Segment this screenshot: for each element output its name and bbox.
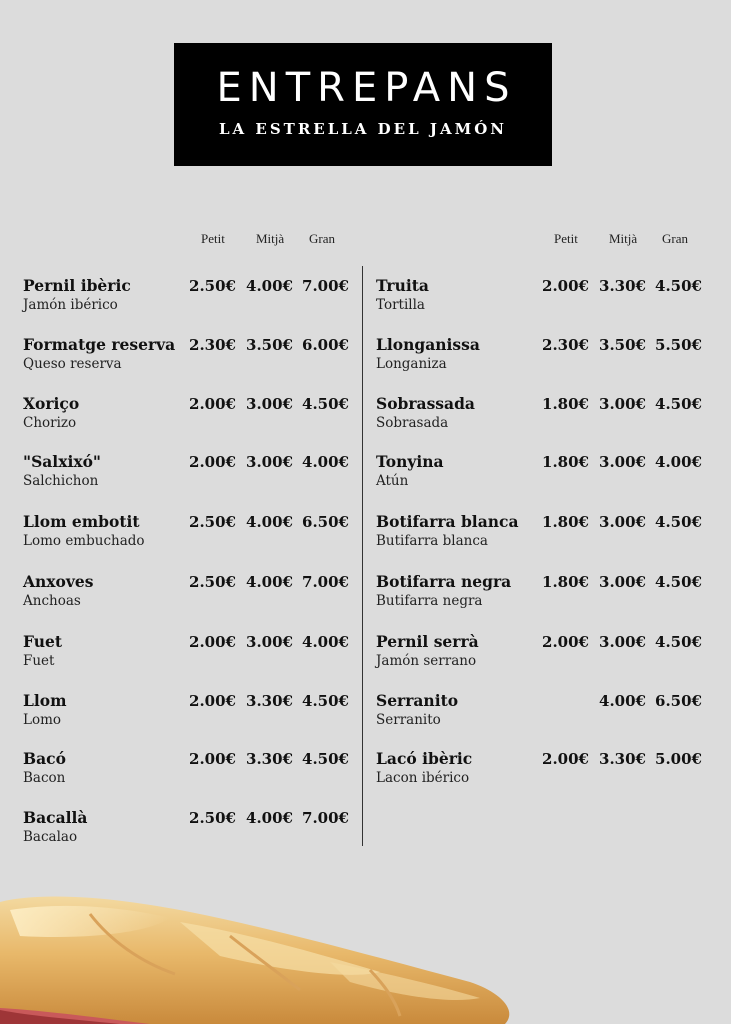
menu-item <box>376 572 706 616</box>
price-mitja: 3.00€ <box>599 513 646 531</box>
menu-item-translation: Serranito <box>376 712 441 728</box>
menu-item-translation: Sobrasada <box>376 415 449 431</box>
menu-item-name: Botifarra negra <box>376 572 512 591</box>
price-mitja: 3.30€ <box>599 750 646 768</box>
menu-item-name: Bacó <box>23 749 66 768</box>
menu-item-translation: Anchoas <box>23 593 81 609</box>
price-gran: 4.50€ <box>655 573 702 591</box>
size-header-petit-left: Petit <box>201 231 225 246</box>
price-gran: 4.50€ <box>655 633 702 651</box>
menu-item-name: Bacallà <box>23 808 88 827</box>
price-gran: 4.00€ <box>302 453 349 471</box>
menu-item <box>23 632 353 676</box>
menu-item-name: Sobrassada <box>376 394 475 413</box>
menu-item <box>376 512 706 556</box>
price-petit: 2.00€ <box>189 453 236 471</box>
price-petit: 2.50€ <box>189 513 236 531</box>
price-petit: 1.80€ <box>542 573 589 591</box>
menu-item-translation: Lomo <box>23 712 62 728</box>
price-gran: 6.50€ <box>302 513 349 531</box>
menu-item-translation: Chorizo <box>23 415 77 431</box>
price-petit: 2.00€ <box>189 692 236 710</box>
menu-item-translation: Lomo embuchado <box>23 533 145 549</box>
menu-item-name: Anxoves <box>23 572 94 591</box>
menu-item <box>376 394 706 438</box>
menu-item-name: Lacó ibèric <box>376 749 473 768</box>
price-gran: 4.50€ <box>655 513 702 531</box>
size-header-gran-left: Gran <box>309 231 335 246</box>
price-petit: 2.30€ <box>542 336 589 354</box>
price-mitja: 3.50€ <box>599 336 646 354</box>
menu-item-translation: Bacalao <box>23 829 78 845</box>
header-banner <box>174 43 552 166</box>
price-mitja: 4.00€ <box>246 809 293 827</box>
menu-item-name: Formatge reserva <box>23 335 176 354</box>
price-mitja: 4.00€ <box>246 573 293 591</box>
price-mitja: 3.30€ <box>246 750 293 768</box>
size-header-mitja-left: Mitjà <box>256 231 285 246</box>
size-header-gran-right: Gran <box>662 231 688 246</box>
menu-item-name: Serranito <box>376 691 459 710</box>
menu-item-name: Llom <box>23 691 67 710</box>
menu-item-name: Pernil ibèric <box>23 276 131 295</box>
price-petit: 2.00€ <box>542 750 589 768</box>
price-petit: 2.00€ <box>189 395 236 413</box>
menu-item <box>23 452 353 496</box>
price-gran: 7.00€ <box>302 573 349 591</box>
price-mitja: 3.30€ <box>599 277 646 295</box>
menu-item <box>376 335 706 379</box>
price-gran: 5.50€ <box>655 336 702 354</box>
price-mitja: 3.00€ <box>599 633 646 651</box>
price-mitja: 3.50€ <box>246 336 293 354</box>
price-gran: 4.50€ <box>302 750 349 768</box>
price-gran: 4.00€ <box>302 633 349 651</box>
price-gran: 4.50€ <box>655 277 702 295</box>
size-header-petit-right: Petit <box>554 231 578 246</box>
size-header-mitja-right: Mitjà <box>609 231 638 246</box>
baguette-sandwich-image <box>0 870 731 1024</box>
price-petit: 2.00€ <box>542 633 589 651</box>
menu-item <box>376 276 706 320</box>
menu-title: ENTREPANS <box>216 65 517 111</box>
menu-item-translation: Lacon ibérico <box>376 770 470 786</box>
menu-item-name: Fuet <box>23 632 63 651</box>
menu-item-translation: Longaniza <box>376 356 447 372</box>
menu-item-translation: Jamón serrano <box>376 653 477 669</box>
menu-item <box>23 572 353 616</box>
menu-item-translation: Butifarra blanca <box>376 533 488 549</box>
price-mitja: 3.00€ <box>599 453 646 471</box>
price-petit: 2.50€ <box>189 809 236 827</box>
menu-item <box>376 749 706 793</box>
menu-item-name: Tonyina <box>376 452 444 471</box>
menu-item <box>376 691 706 735</box>
menu-item <box>376 452 706 496</box>
price-mitja: 4.00€ <box>599 692 646 710</box>
price-petit: 2.00€ <box>189 633 236 651</box>
price-gran: 4.50€ <box>655 395 702 413</box>
menu-item-translation: Atún <box>376 473 409 489</box>
menu-item-translation: Queso reserva <box>23 356 122 372</box>
price-gran: 5.00€ <box>655 750 702 768</box>
menu-item <box>23 691 353 735</box>
price-mitja: 3.30€ <box>246 692 293 710</box>
menu-item <box>23 749 353 793</box>
price-mitja: 3.00€ <box>246 633 293 651</box>
menu-item <box>23 276 353 320</box>
price-gran: 4.50€ <box>302 395 349 413</box>
price-petit: 2.30€ <box>189 336 236 354</box>
menu-item <box>23 808 353 852</box>
price-mitja: 4.00€ <box>246 513 293 531</box>
price-gran: 6.50€ <box>655 692 702 710</box>
menu-item-name: Botifarra blanca <box>376 512 519 531</box>
menu-item-name: Llonganissa <box>376 335 480 354</box>
menu-item-name: Xoriço <box>23 394 80 413</box>
menu-item <box>23 335 353 379</box>
menu-item <box>376 632 706 676</box>
menu-item-name: Pernil serrà <box>376 632 479 651</box>
price-mitja: 3.00€ <box>599 573 646 591</box>
price-petit: 2.50€ <box>189 573 236 591</box>
price-petit: 2.50€ <box>189 277 236 295</box>
menu-item-translation: Salchichon <box>23 473 99 489</box>
menu-item-translation: Butifarra negra <box>376 593 483 609</box>
menu-item-name: Truita <box>376 276 429 295</box>
price-petit: 2.00€ <box>542 277 589 295</box>
price-petit: 1.80€ <box>542 395 589 413</box>
column-divider <box>362 266 363 846</box>
menu-item-name: "Salxixó" <box>23 452 101 471</box>
price-petit: 1.80€ <box>542 453 589 471</box>
price-mitja: 4.00€ <box>246 277 293 295</box>
price-mitja: 3.00€ <box>599 395 646 413</box>
menu-item <box>23 512 353 556</box>
menu-item-translation: Fuet <box>23 653 55 669</box>
menu-item-name: Llom embotit <box>23 512 140 531</box>
menu-item-translation: Tortilla <box>376 297 425 313</box>
price-mitja: 3.00€ <box>246 453 293 471</box>
price-gran: 6.00€ <box>302 336 349 354</box>
menu-item-translation: Bacon <box>23 770 66 786</box>
price-gran: 7.00€ <box>302 809 349 827</box>
price-petit: 2.00€ <box>189 750 236 768</box>
price-gran: 4.50€ <box>302 692 349 710</box>
price-mitja: 3.00€ <box>246 395 293 413</box>
menu-item-translation: Jamón ibérico <box>23 297 118 313</box>
price-gran: 7.00€ <box>302 277 349 295</box>
price-petit: 1.80€ <box>542 513 589 531</box>
menu-subtitle: LA ESTRELLA DEL JAMÓN <box>218 120 507 138</box>
menu-item <box>23 394 353 438</box>
price-gran: 4.00€ <box>655 453 702 471</box>
